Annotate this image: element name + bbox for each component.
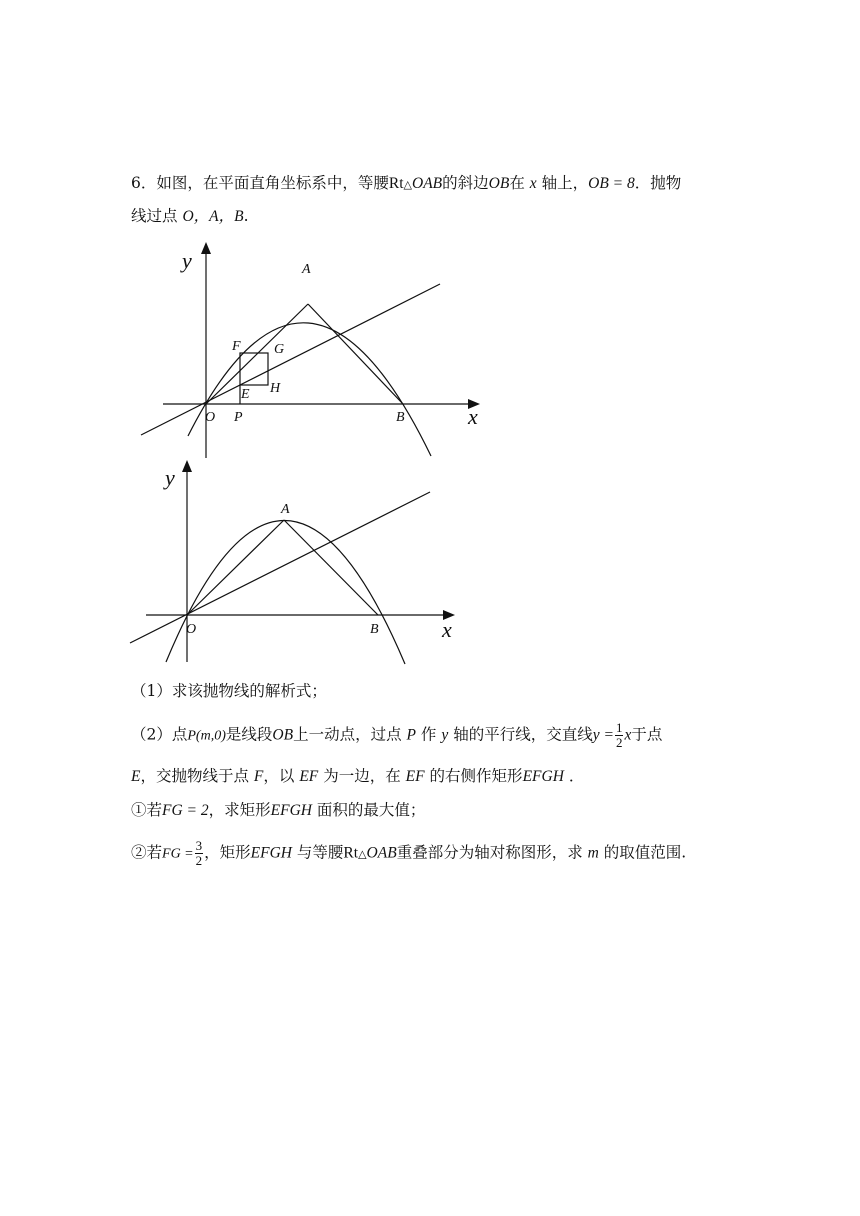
fig2-label-a: A <box>281 502 290 517</box>
fig1-y-label: y <box>182 248 192 273</box>
problem-line-2: 线过点 O，A，B. <box>131 207 249 225</box>
problem-number: 6． <box>131 174 157 192</box>
question-2-part-1: ①若FG = 2，求矩形EFGH 面积的最大值； <box>131 801 426 819</box>
question-1: （1）求该抛物线的解析式； <box>131 682 327 700</box>
fig1-label-e: E <box>241 387 250 402</box>
question-2-part-2: ②若FG = $\frac{3}{2}$ ，矩形EFGH 与等腰Rt△OAB重叠部分为轴对称图形，求 m 的取值范围. <box>131 838 687 868</box>
problem-line-1: 6．如图，在平面直角坐标系中，等腰Rt△OAB的斜边OB在 x 轴上，OB = 8．抛物 <box>131 174 682 192</box>
fig2-side-ab <box>284 520 378 615</box>
fraction-one-half: $\frac{1}{2}$ <box>615 720 623 750</box>
fig1-label-g: G <box>274 342 285 357</box>
fig2-parabola <box>166 520 405 664</box>
fig2-side-oa <box>187 520 284 615</box>
fig2-label-b: B <box>370 622 379 637</box>
fig1-label-o: O <box>205 410 216 425</box>
question-2-line-2: E，交抛物线于点 F，以 EF 为一边，在 EF 的右侧作矩形EFGH ． <box>131 767 585 785</box>
fig2-label-o: O <box>186 622 197 637</box>
fraction-three-halves: $\frac{3}{2}$ <box>195 838 203 868</box>
fig1-label-f: F <box>232 339 241 354</box>
fig2-x-label: x <box>442 617 452 642</box>
fig2-y-label: y <box>165 465 175 490</box>
fig1-label-b: B <box>396 410 405 425</box>
question-2-line-1: （2）点P(m,0)是线段OB上一动点，过点 P 作 y 轴的平行线，交直线y = $\frac{1}{2}$ x于点 <box>131 720 663 750</box>
fig2-y-axis-arrow <box>182 460 192 472</box>
fig1-label-a: A <box>302 262 311 277</box>
fig1-label-h: H <box>270 381 281 396</box>
fig1-label-p: P <box>234 410 243 425</box>
fig1-x-label: x <box>468 404 478 429</box>
